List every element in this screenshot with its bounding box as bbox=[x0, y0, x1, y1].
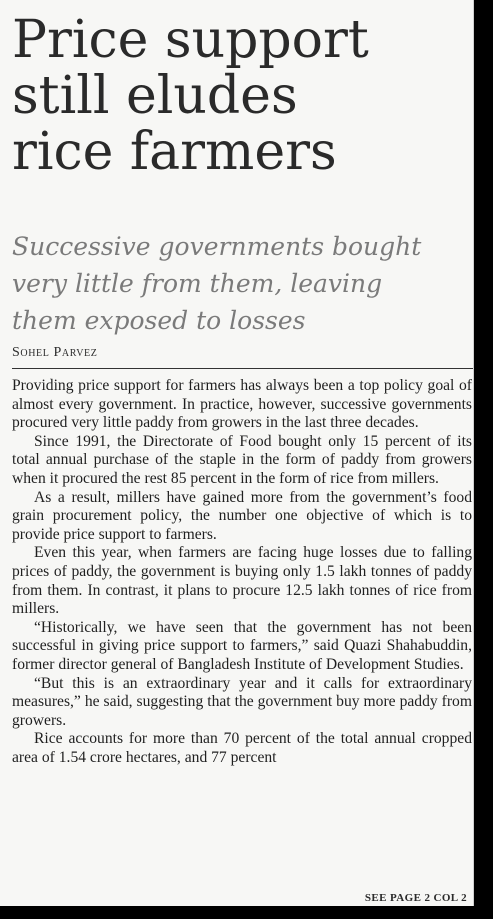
divider-rule bbox=[12, 368, 474, 369]
headline-line-2: still eludes bbox=[12, 66, 298, 126]
subhead-line-1: Successive governments bought bbox=[12, 232, 422, 261]
article-body bbox=[12, 377, 472, 767]
headline bbox=[12, 12, 472, 180]
paragraph-3: As a result, millers have gained more from the government’s food grain procurement policy, the number one objective of which is to provide price support to farmers. bbox=[12, 488, 472, 543]
subheadline bbox=[12, 228, 472, 339]
paragraph-7: Rice accounts for more than 70 percent of the total annual cropped area of 1.54 crore hectares, and 77 percent bbox=[12, 730, 472, 766]
subhead-line-3: them exposed to losses bbox=[12, 306, 306, 335]
headline-line-1: Price support bbox=[12, 10, 369, 70]
paragraph-5: “Historically, we have seen that the government has not been successful in giving price support to farmers,” said Quazi Shahabuddin, former director general of Bangladesh Institute of Development Studies. bbox=[12, 618, 472, 673]
headline-line-3: rice farmers bbox=[12, 122, 337, 182]
paragraph-6: “But this is an extraordinary year and it calls for extraordinary measures,” he said, suggesting that the government buy more paddy from growers. bbox=[12, 674, 472, 729]
paragraph-4: Even this year, when farmers are facing huge losses due to falling prices of paddy, the government is buying only 1.5 lakh tonnes of paddy from them. In contrast, it plans to procure 12.5 lakh tonnes of rice from millers. bbox=[12, 544, 472, 618]
byline: Sohel Parvez bbox=[12, 345, 98, 360]
continuation-jump-line: SEE PAGE 2 COL 2 bbox=[364, 892, 467, 904]
paragraph-1: Providing price support for farmers has always been a top policy goal of almost every government. In practice, however, successive governments procured very little paddy from growers in the last three decades. bbox=[12, 377, 472, 432]
subhead-line-2: very little from them, leaving bbox=[12, 269, 383, 298]
paragraph-2: Since 1991, the Directorate of Food bought only 15 percent of its total annual purchase of the staple in the form of paddy from growers when it procured the rest 85 percent in the form of rice from millers. bbox=[12, 432, 472, 487]
